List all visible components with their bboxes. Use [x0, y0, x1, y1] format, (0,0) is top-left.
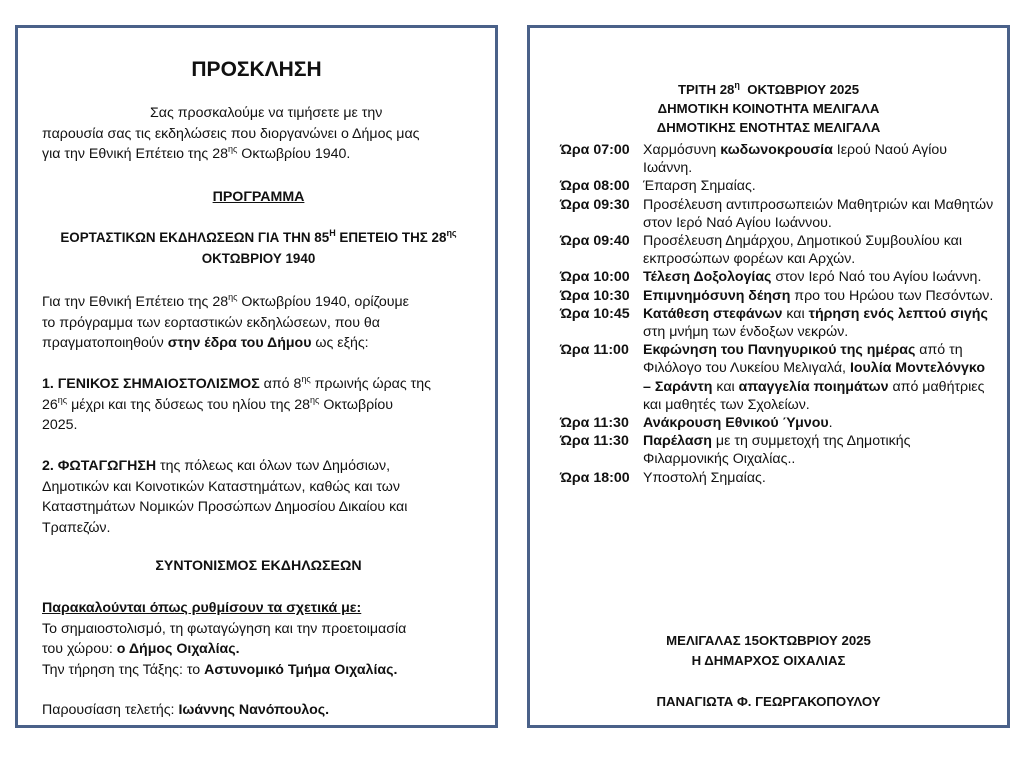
schedule-description: Εκφώνηση του Πανηγυρικού της ημέρας από τη Φιλόλογο του Λυκείου Μελιγαλά, Ιουλία Μοντελόνγκο – Σαράντη και απαγγελία ποιημάτων από μαθήτριες και μαθητές των Σχολείων. [643, 342, 986, 413]
intro-line: Σας προσκαλούμε να τιμήσετε με την [150, 105, 383, 121]
schedule-description: Έπαρση Σημαίας. [643, 178, 756, 195]
intro-paragraph [42, 103, 475, 165]
schedule-item [560, 287, 995, 305]
coordination-heading: ΣΥΝΤΟΝΙΣΜΟΣ ΕΚΔΗΛΩΣΕΩΝ [155, 558, 362, 574]
schedule-item [560, 469, 995, 487]
invitation-panel [15, 25, 498, 728]
footer-mayor-title: Η ΔΗΜΑΡΧΟΣ ΟΙΧΑΛΙΑΣ [691, 653, 846, 668]
schedule-item [560, 141, 995, 177]
footer-place-date: ΜΕΛΙΓΑΛΑΣ 15ΟΚΤΩΒΡΙΟΥ 2025 [666, 633, 871, 648]
schedule-description: Χαρμόσυνη κωδωνοκρουσία Ιερού Ναού Αγίου Ιωάννη. [643, 142, 948, 177]
schedule-description: Προσέλευση αντιπροσωπειών Μαθητριών και Μαθητών στον Ιερό Ναό Αγίου Ιωάννου. [643, 196, 994, 231]
schedule-item [560, 341, 995, 414]
schedule-description: Ανάκρουση Εθνικού Ύμνου. [643, 415, 833, 432]
schedule-panel [527, 25, 1010, 728]
program-intro-paragraph: Για την Εθνική Επέτειο της $28^{\eta\varsigma}$ Οκτωβρίου 1940, ορίζουμε το πρόγραμμα των εορταστικών εκδηλώσεων, που θα πραγματοποιηθούν στην έδρα του Δήμου ως εξής: [42, 292, 409, 351]
schedule-time: Ώρα 11:00 [560, 342, 629, 359]
schedule-item [560, 177, 995, 195]
schedule-time: Ώρα 07:00 [560, 142, 630, 158]
intro-line: παρουσία σας τις εκδηλώσεις που διοργανώνει ο Δήμος μας [42, 125, 420, 142]
schedule-item [560, 232, 995, 268]
schedule-item [560, 432, 995, 468]
footer-signature: ΠΑΝΑΓΙΩΤΑ Φ. ΓΕΩΡΓΑΚΟΠΟΥΛΟΥ [656, 694, 881, 709]
schedule-description: Παρέλαση με τη συμμετοχή της Δημοτικής Φιλαρμονικής Οιχαλίας.. [643, 433, 911, 468]
schedule-time: Ώρα 11:30 [560, 415, 629, 432]
schedule-time: Ώρα 09:30 [560, 196, 630, 213]
schedule-time: Ώρα 11:30 [560, 433, 629, 450]
schedule-time: Ώρα 10:45 [560, 305, 630, 322]
schedule-description: Προσέλευση Δημάρχου, Δημοτικού Συμβουλίου και εκπροσώπων φορέων και Αρχών. [643, 233, 963, 268]
schedule-description: Τέλεση Δοξολογίας στον Ιερό Ναό του Αγίου Ιωάννη. [643, 269, 982, 286]
schedule-item [560, 268, 995, 286]
schedule-time: Ώρα 18:00 [560, 469, 630, 486]
item-illumination: 2. ΦΩΤΑΓΩΓΗΣΗ της πόλεως και όλων των Δημόσιων, Δημοτικών και Κοινοτικών Καταστημάτων, καθώς και των Καταστημάτων Νομικών Προσώπων Δημοσίου Δικαίου και Τραπεζών. [42, 458, 408, 536]
intro-line: για την Εθνική Επέτειο της $28^{\eta\varsigma}$ Οκτωβρίου 1940. [42, 144, 351, 162]
schedule-item [560, 196, 995, 232]
schedule-description: Κατάθεση στεφάνων και τήρηση ενός λεπτού σιγής στη μνήμη των ένδοξων νεκρών. [643, 305, 988, 341]
schedule-description: Επιμνημόσυνη δέηση προ του Ηρώου των Πεσόντων. [643, 287, 994, 304]
schedule-description: Υποστολή Σημαίας. [643, 469, 766, 486]
schedule-item [560, 305, 995, 341]
presenter-line: Παρουσίαση τελετής: Ιωάννης Νανόπουλος. [42, 702, 330, 718]
invitation-title: ΠΡΟΣΚΛΗΣΗ [191, 58, 322, 81]
schedule-list [560, 141, 995, 487]
schedule-time: Ώρα 10:30 [560, 287, 630, 304]
program-subtitle: ΕΟΡΤΑΣΤΙΚΩΝ ΕΚΔΗΛΩΣΕΩΝ ΓΙΑ ΤΗΝ $85^H$ ΕΠΕΤΕΙΟ ΤΗΣ $28^{\eta\varsigma}$ ΟΚΤΩΒΡΙΟΥ 1940 [60, 228, 457, 266]
item-flag-decoration: 1. ΓΕΝΙΚΟΣ ΣΗΜΑΙΟΣΤΟΛΙΣΜΟΣ από $8^{\eta\varsigma}$ πρωινής ώρας της $26^{\eta\varsigma}$ μέχρι και της δύσεως του ηλίου της $28^{\eta\varsigma}$ Οκτωβρίου 2025. [42, 374, 431, 433]
schedule-header: ΤΡΙΤΗ $28^\eta$ ΟΚΤΩΒΡΙΟΥ 2025 ΔΗΜΟΤΙΚΗ ΚΟΙΝΟΤΗΤΑ ΜΕΛΙΓΑΛΑ ΔΗΜΟΤΙΚΗΣ ΕΝΟΤΗΤΑΣ ΜΕΛΙΓΑΛΑ [656, 80, 881, 135]
schedule-time: Ώρα 09:40 [560, 233, 630, 250]
schedule-time: Ώρα 08:00 [560, 178, 630, 195]
schedule-item [560, 414, 995, 432]
coordination-paragraph: Παρακαλούνται όπως ρυθμίσουν τα σχετικά με: Το σημαιοστολισμό, τη φωταγώγηση και την προετοιμασία του χώρου: ο Δήμος Οιχαλίας. Την τήρηση της Τάξης: το Αστυνομικό Τμήμα Οιχαλίας. [42, 600, 407, 678]
program-heading: ΠΡΟΓΡΑΜΜΑ [212, 189, 305, 205]
schedule-time: Ώρα 10:00 [560, 269, 630, 286]
